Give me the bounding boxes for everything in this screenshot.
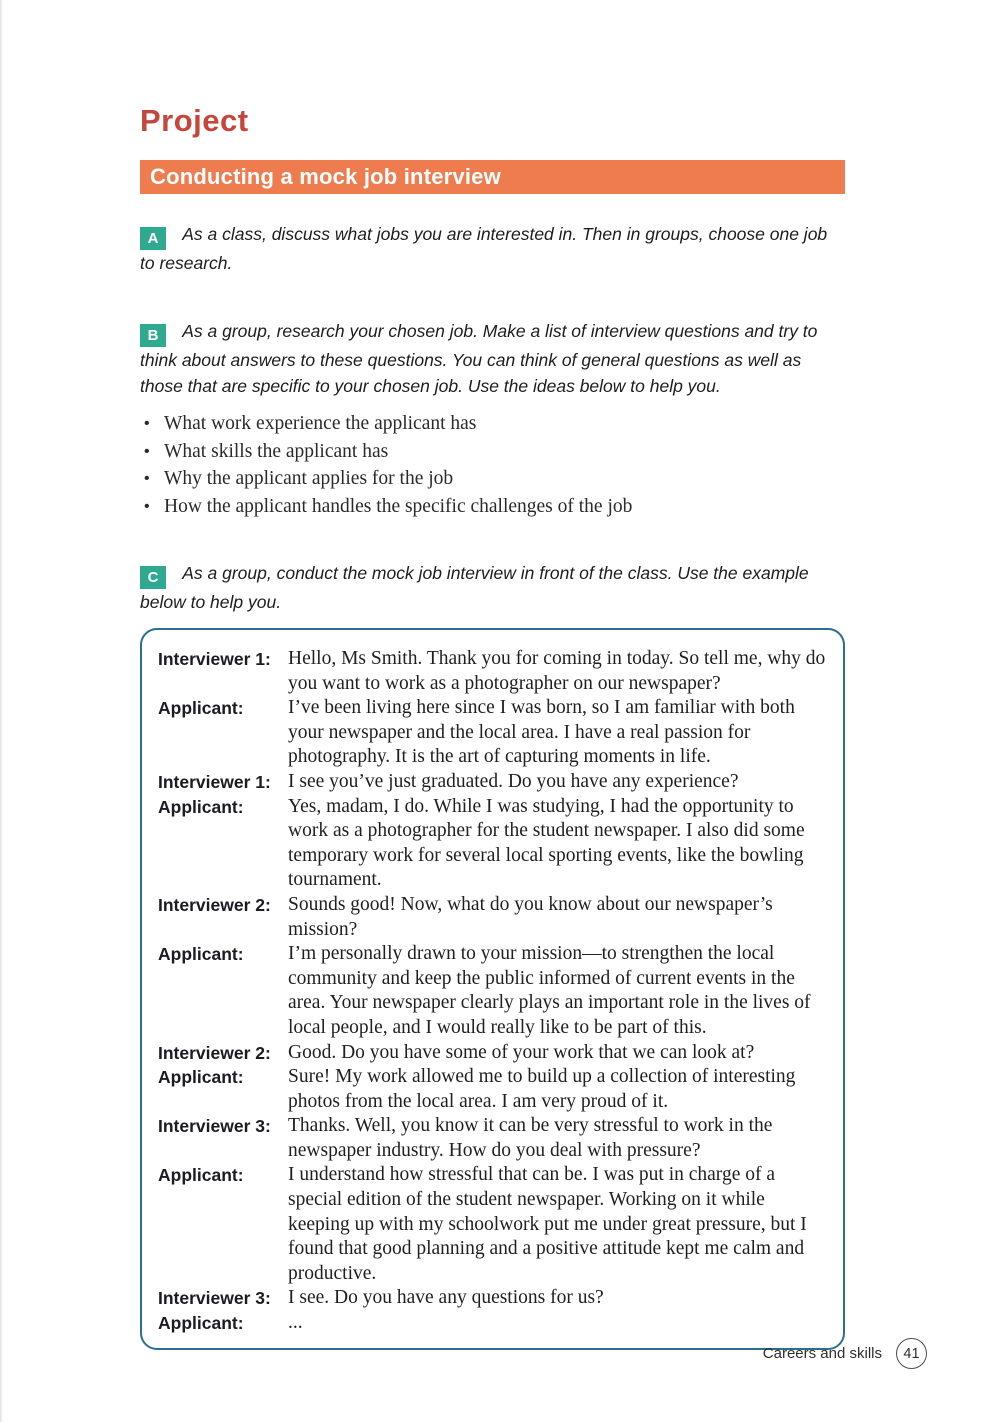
dialogue-row [158,1286,831,1311]
dialogue-row [158,647,831,696]
list-item-text: Why the applicant applies for the job [164,468,454,489]
speaker-label: Applicant: [158,1165,244,1186]
dialogue-row [158,1065,831,1114]
speaker-label: Applicant: [158,944,244,965]
dialogue-row [158,795,831,893]
task-c-badge: C [140,566,166,589]
dialogue-row [158,1163,831,1286]
speaker-label: Interviewer 3: [158,1116,271,1137]
list-item-text: What skills the applicant has [164,440,389,462]
speaker-label: Applicant: [158,1067,244,1088]
speaker-label: Interviewer 1: [158,649,271,669]
dialogue-row [158,696,831,770]
list-item [140,465,845,493]
task-c-text: As a group, conduct the mock job interview in front of the class. Use the example below to help you. [140,563,809,612]
task-a-text: As a class, discuss what jobs you are interested in. Then in groups, choose one job to research. [140,224,828,273]
utterance-text: I see. Do you have any questions for us? [288,1287,604,1309]
dialogue-row [158,1114,831,1163]
bullet-icon: • [144,470,150,487]
list-item-text: How the applicant handles the specific challenges of the job [164,495,633,517]
task-c-instruction [140,560,845,615]
ideas-list [140,410,845,520]
page-title: Project [140,103,249,138]
utterance-text: Thanks. Well, you know it can be very stressful to work in the newspaper industry. How do you deal with pressure? [288,1115,773,1161]
task-b-badge: B [140,324,166,347]
list-item [140,493,845,521]
task-b-text: As a group, research your chosen job. Make a list of interview questions and try to think about answers to these questions. You can think of general questions as well as those that are specific to your chosen job. Use the ideas below to help you. [140,321,818,396]
speaker-label: Applicant: [158,698,244,719]
list-item-text: What work experience the applicant has [164,413,477,434]
list-item [140,438,845,466]
speaker-label: Applicant: [158,1313,244,1334]
utterance-text: Sure! My work allowed me to build up a collection of interesting photos from the local area. I am very proud of it. [288,1066,796,1112]
speaker-label: Applicant: [158,796,244,817]
utterance-text: Hello, Ms Smith. Thank you for coming in today. So tell me, why do you want to work as a photographer on our newspaper? [288,648,826,694]
footer-section-label: Careers and skills [762,1345,882,1362]
utterance-text: I see you’ve just graduated. Do you have any experience? [288,770,739,792]
speaker-label: Interviewer 3: [158,1288,271,1309]
page-footer [763,1338,927,1369]
utterance-text: I’m personally drawn to your mission—to strengthen the local community and keep the public informed of current events in the area. Your newspaper clearly plays an important role in the lives of local people, and I would really like to be part of this. [288,943,811,1038]
page-content [140,0,845,1350]
dialogue-row [158,942,831,1040]
dialogue-row [158,893,831,942]
lesson-banner-text: Conducting a mock job interview [150,164,501,189]
speaker-label: Interviewer 2: [158,1042,271,1063]
dialogue-row [158,770,831,795]
page-number-badge: 41 [896,1338,927,1369]
utterance-text: I understand how stressful that can be. I was put in charge of a special edition of the student newspaper. Working on it while keeping up with my schoolwork put me under great pressure, but I found that good planning and a positive attitude kept me calm and productive. [288,1164,807,1284]
utterance-text: Sounds good! Now, what do you know about our newspaper’s mission? [288,893,773,940]
speaker-label: Interviewer 2: [158,894,271,915]
dialogue-row [158,1311,831,1336]
utterance-text: ... [288,1312,303,1334]
utterance-text: I’ve been living here since I was born, so I am familiar with both your newspaper and the local area. I have a real passion for photography. It is the art of capturing moments in life. [288,697,795,768]
list-item [140,410,845,438]
dialogue-example-box [140,628,845,1350]
utterance-text: Good. Do you have some of your work that we can look at? [288,1041,755,1063]
speaker-label: Interviewer 1: [158,771,271,792]
task-a-instruction [140,221,845,276]
lesson-banner [140,160,845,194]
dialogue-row [158,1041,831,1066]
bullet-icon: • [144,497,150,515]
bullet-icon: • [144,442,150,460]
bullet-icon: • [144,415,150,432]
task-b-instruction [140,318,845,399]
utterance-text: Yes, madam, I do. While I was studying, I had the opportunity to work as a photographer for the student newspaper. I also did some temporary work for several local sporting events, like the bowling tournament. [288,795,805,891]
task-a-badge: A [140,227,166,250]
